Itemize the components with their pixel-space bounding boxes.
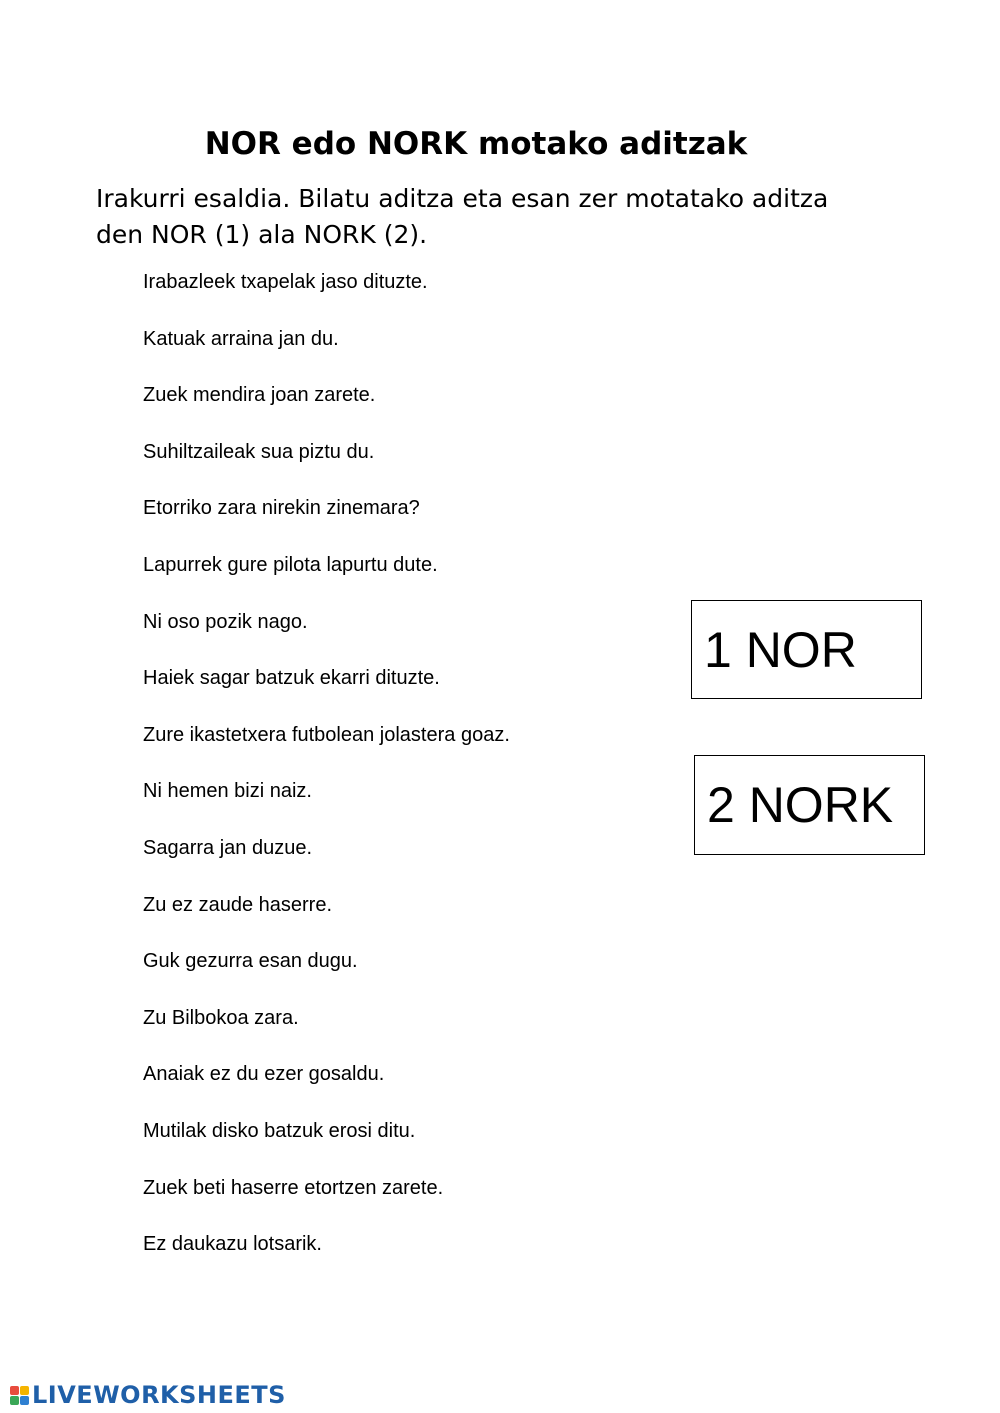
sentence-item: Suhiltzaileak sua piztu du. bbox=[143, 440, 375, 463]
sentence-item: Katuak arraina jan du. bbox=[143, 327, 339, 350]
sentence-item: Ni oso pozik nago. bbox=[143, 610, 308, 633]
footer-brand-text: LIVEWORKSHEETS bbox=[32, 1381, 286, 1409]
footer-brand bbox=[10, 1381, 286, 1409]
logo-square bbox=[20, 1386, 29, 1395]
sentence-item: Zu ez zaude haserre. bbox=[143, 893, 332, 916]
page-title: NOR edo NORK motako aditzak bbox=[204, 126, 748, 162]
sentence-item: Etorriko zara nirekin zinemara? bbox=[143, 497, 420, 520]
sentence-item: Sagarra jan duzue. bbox=[143, 836, 313, 859]
sentence-item: Zu Bilbokoa zara. bbox=[143, 1006, 299, 1029]
logo-square bbox=[20, 1396, 29, 1405]
sentence-list bbox=[143, 264, 510, 1283]
sentence-item: Anaiak ez du ezer gosaldu. bbox=[143, 1063, 385, 1086]
sentence-item: Zure ikastetxera futbolean jolastera goaz. bbox=[143, 723, 510, 746]
sentence-item: Zuek beti haserre etortzen zarete. bbox=[143, 1176, 444, 1199]
answer-box-nor-label: 1 NOR bbox=[704, 621, 857, 678]
liveworksheets-logo-icon bbox=[10, 1386, 29, 1405]
sentence-item: Ni hemen bizi naiz. bbox=[143, 780, 312, 803]
answer-box-nor bbox=[691, 600, 922, 699]
sentence-item: Zuek mendira joan zarete. bbox=[143, 384, 376, 407]
sentence-item: Lapurrek gure pilota lapurtu dute. bbox=[143, 553, 438, 576]
answer-box-nork bbox=[694, 755, 925, 855]
sentence-item: Guk gezurra esan dugu. bbox=[143, 950, 358, 973]
logo-square bbox=[10, 1386, 19, 1395]
answer-box-nork-label: 2 NORK bbox=[707, 777, 894, 833]
sentence-item: Ez daukazu lotsarik. bbox=[143, 1233, 322, 1256]
logo-square bbox=[10, 1396, 19, 1405]
sentence-item: Haiek sagar batzuk ekarri dituzte. bbox=[143, 667, 440, 690]
sentence-item: Irabazleek txapelak jaso dituzte. bbox=[143, 271, 428, 293]
instructions: Irakurri esaldia. Bilatu aditza eta esan zer motatako aditza den NOR (1) ala NORK (2). bbox=[96, 184, 829, 249]
sentence-item: Mutilak disko batzuk erosi ditu. bbox=[143, 1119, 416, 1142]
